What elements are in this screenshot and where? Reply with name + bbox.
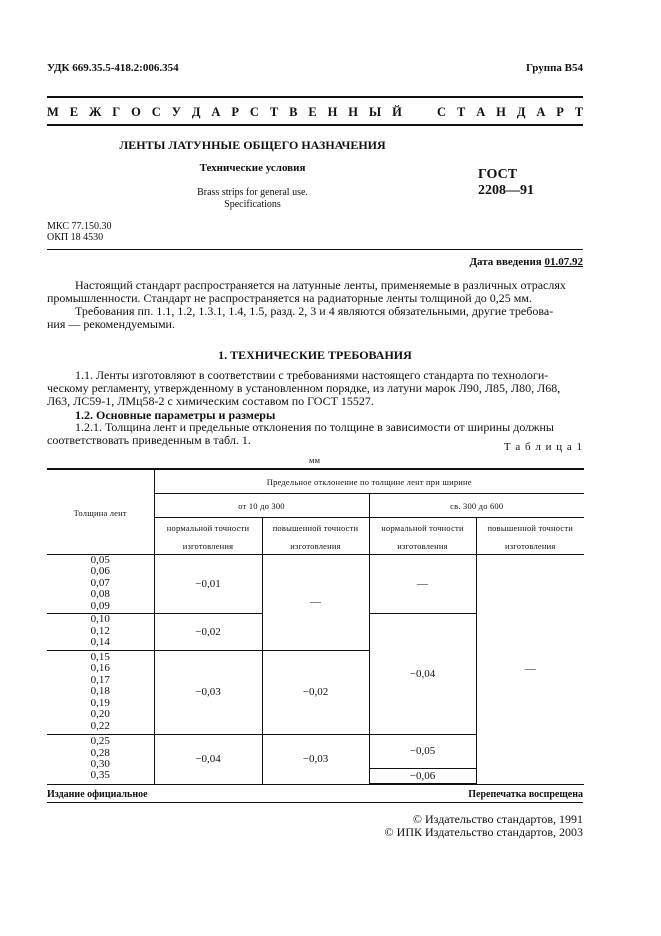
header-text: изготовления [397,540,448,551]
codes-rule [47,249,583,250]
top-rule [47,96,583,98]
header-width-b-text: св. 300 до 600 [450,501,504,511]
thickness-value: 0,17 [90,673,110,686]
thickness-group-4 [47,734,154,784]
thickness-group-1 [47,554,154,613]
footer-rule [47,802,583,803]
intro-date [469,256,583,268]
paragraph-1-2-1 [47,421,583,447]
header-a-high [262,517,369,554]
thickness-value: 0,16 [90,662,110,675]
copyright-2003: © ИПК Издательство стандартов, 2003 [384,825,583,839]
intro-paragraph [47,279,583,305]
thickness-value: 0,12 [90,624,110,637]
footer-official: Издание официальное [47,789,148,800]
table-caption: Т а б л и ц а 1 [503,441,583,453]
thickness-value: 0,35 [90,769,110,782]
a-high-group-3: −0,02 [262,650,369,734]
a-normal-group-1: −0,01 [154,554,262,613]
header-b-high [476,517,584,554]
text-line: Л63, ЛС59-1, ЛМц58-2 с химическим составом по ГОСТ 15527. [47,394,374,408]
b-normal-group-4a: −0,05 [369,734,476,768]
thickness-value: 0,08 [90,588,110,601]
header-text: нормальной точности [381,522,464,533]
text-line: ния — рекомендуемыми. [47,317,175,331]
group-code: Группа В54 [525,62,583,74]
thickness-value: 0,18 [90,685,110,698]
header-text: изготовления [505,540,556,551]
header-text: изготовления [290,540,341,551]
text-line: Настоящий стандарт распространяется на латунные ленты, применяемые в различных отраслях [75,278,566,292]
text-line: 1.2.1. Толщина лент и предельные отклонения по толщине в зависимости от ширины должны [75,420,554,434]
thickness-value: 0,05 [90,553,110,566]
thickness-value: 0,15 [90,651,110,664]
english-title: Brass strips for general use. [197,187,308,198]
text-line: соответствовать приведенным в табл. 1. [47,433,251,447]
header-deviation-text: Предельное отклонение по толщине лент при ширине [266,477,472,488]
thickness-value: 0,10 [90,613,110,626]
text-line: промышленности. Стандарт не распространяется на радиаторные ленты толщиной до 0,25 мм. [47,291,532,305]
footer-reprint: Перепечатка воспрещена [468,789,583,800]
thickness-value: 0,28 [90,746,110,759]
header-deviation [154,469,584,493]
intro-date-label: Дата введения [469,256,542,268]
table-unit: мм [309,455,321,465]
header-text: изготовления [182,540,234,551]
thickness-value: 0,30 [90,758,110,770]
okp-code: ОКП 18 4530 [47,232,104,243]
a-high-groups-1-2: — [262,554,369,650]
intro-date-value: 01.07.92 [544,256,583,268]
header-text: повышенной точности [272,522,359,533]
thickness-value: 0,14 [90,636,110,649]
b-normal-group-1: — [369,554,476,613]
a-high-group-4: −0,03 [262,734,369,784]
thickness-value: 0,25 [90,735,110,748]
header-width-a [154,493,369,517]
paragraph-1-1 [47,369,583,408]
thickness-value: 0,07 [90,576,110,589]
b-normal-groups-2-3: −0,04 [369,613,476,734]
b-normal-group-4b: −0,06 [369,768,476,784]
header-width-a-text: от 10 до 300 [238,501,285,511]
banner-standard: С Т А Н Д А Р Т [437,105,588,119]
udc-code: УДК 669.35.5-418.2:006.354 [47,62,179,74]
gost-label: ГОСТ [478,167,518,182]
header-text: повышенной точности [487,522,574,533]
header-text: нормальной точности [166,522,250,533]
thickness-value: 0,09 [90,599,110,612]
paragraph-1-2-heading: 1.2. Основные параметры и размеры [75,408,276,422]
thickness-value: 0,06 [90,565,110,578]
header-thickness-text: Толщина лент [73,507,127,518]
thickness-group-2 [47,613,154,650]
a-normal-group-4: −0,04 [154,734,262,784]
header-b-normal [369,517,476,554]
thickness-value: 0,20 [90,708,110,721]
thickness-deviation-table [47,468,584,785]
requirements-paragraph [47,305,583,331]
text-line: ческому регламенту, утвержденному в установленном порядке, из латуни марок Л90, Л85, Л80, Л68, [47,381,561,395]
header-a-normal [154,517,262,554]
thickness-value: 0,19 [90,696,110,709]
english-subtitle: Specifications [224,199,281,210]
a-normal-group-3: −0,03 [154,650,262,734]
header-width-b [369,493,584,517]
document-subtitle: Технические условия [199,162,306,174]
text-line: Требования пп. 1.1, 1.2, 1.3.1, 1.4, 1.5, разд. 2, 3 и 4 являются обязательными, другие требова- [75,304,554,318]
section-title: 1. ТЕХНИЧЕСКИЕ ТРЕБОВАНИЯ [218,348,412,362]
text-line: 1.1. Ленты изготовляют в соответствии с требованиями настоящего стандарта по технологи- [75,368,549,382]
header-thickness [47,469,154,554]
banner-interstate: М Е Ж Г О С У Д А Р С Т В Е Н Н Ы Й [47,105,406,119]
banner-rule [47,124,583,126]
thickness-value: 0,22 [90,719,110,732]
document-title: ЛЕНТЫ ЛАТУННЫЕ ОБЩЕГО НАЗНАЧЕНИЯ [119,138,386,152]
copyright-1991: © Издательство стандартов, 1991 [412,812,583,826]
b-high-all: — [476,554,584,784]
mks-code: МКС 77.150.30 [47,221,112,232]
gost-number: 2208—91 [478,183,534,198]
thickness-group-3 [47,650,154,734]
a-normal-group-2: −0,02 [154,613,262,650]
